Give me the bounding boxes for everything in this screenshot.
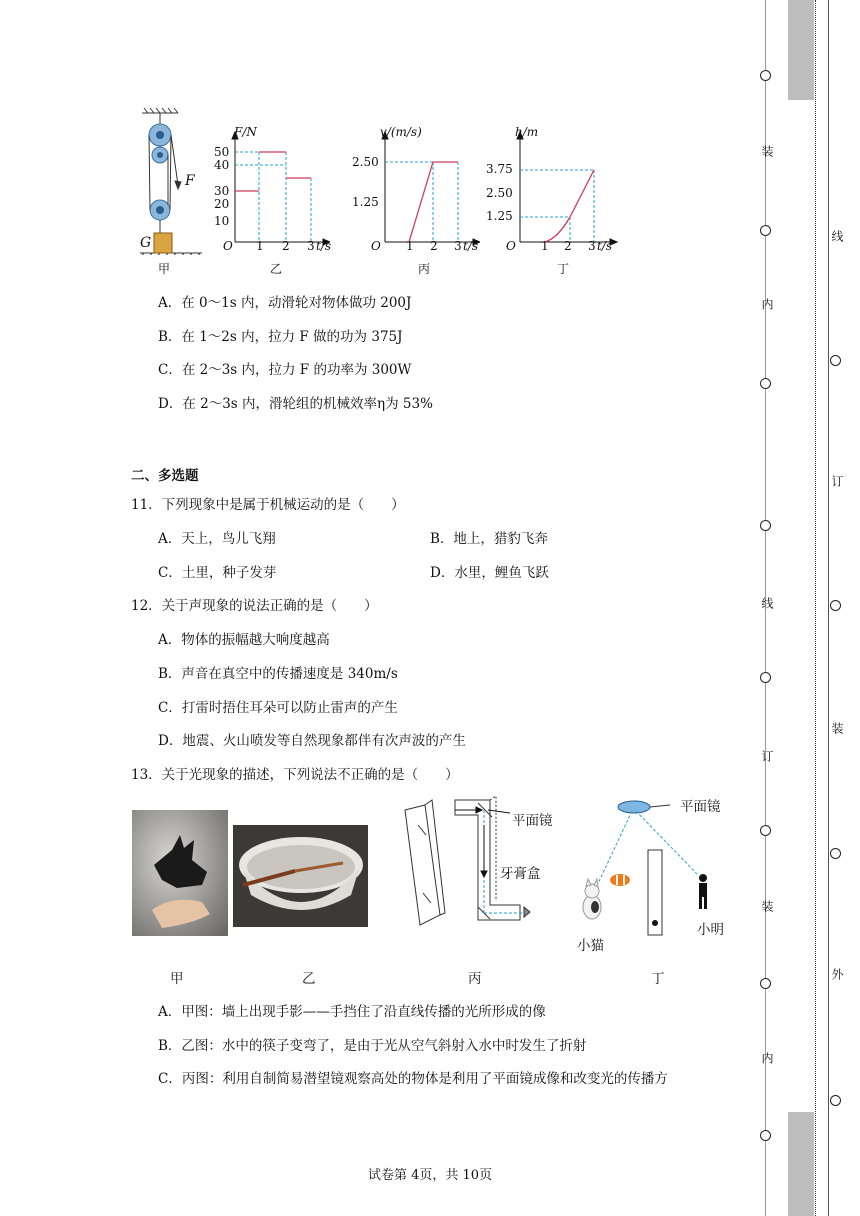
cat-label: 小猫 [577,938,604,954]
pulley-diagram [130,105,210,255]
q11-option: A．天上，鸟儿飞翔 [158,531,276,547]
q11-option: C．土里，种子发芽 [158,565,277,581]
chart-yi-xtick: 2 [282,239,290,253]
q12-option: A．物体的振幅越大响度越高 [158,632,330,648]
binding-inner-char: 内 [760,298,774,310]
chart-yi-origin: O [223,239,233,253]
load-label: G [140,235,152,251]
chart-velocity-time [360,130,480,255]
caption-jia: 甲 [158,262,171,276]
chart-ding-origin: O [506,239,516,253]
binding-outer-char: 装 [830,722,844,734]
chart-yi-ylabel: F/N [234,125,257,139]
binding-inner-char: 内 [760,1052,774,1064]
q11-option: D．水里，鲤鱼飞跃 [430,565,549,581]
chart-yi-xtick: 1 [256,239,264,253]
q10-option: C．在 2～3s 内，拉力 F 的功率为 300W [158,362,412,378]
q13-stem: 13．关于光现象的描述，下列说法不正确的是（ ） [131,767,459,783]
q13-caption-yi: 乙 [302,971,316,987]
page-footer: 试卷第 4页，共 10页 [368,1168,493,1183]
q12-stem: 12．关于声现象的说法正确的是（ ） [131,598,378,614]
q11-stem: 11．下列现象中是属于机械运动的是（ ） [131,497,405,513]
chart-bing-xtick: 3 [454,239,462,253]
q13-option: A．甲图：墙上出现手影——手挡住了沿直线传播的光所形成的像 [158,1004,546,1020]
chart-yi-ytick: 40 [214,158,230,172]
chart-ding-ytick: 2.50 [486,186,513,200]
q12-option: B．声音在真空中的传播速度是 340m/s [158,666,398,682]
chart-ding-ytick: 1.25 [486,209,513,223]
binding-margin [750,0,860,1216]
mirror-label: 平面镜 [680,799,721,815]
q13-option: C．丙图：利用自制简易潜望镜观察高处的物体是利用了平面镜成像和改变光的传播方 [158,1071,668,1087]
binding-outer-char: 订 [830,475,844,487]
chart-height-time [495,130,625,255]
q13-option: B．乙图：水中的筷子变弯了，是由于光从空气斜射入水中时发生了折射 [158,1038,587,1054]
q13-caption-bing: 丙 [468,971,482,987]
chart-bing-xtick: 1 [406,239,414,253]
chart-bing-xtick: 2 [430,239,438,253]
chart-bing-xlabel: t/s [463,239,479,253]
periscope-mirror-label: 平面镜 [512,813,553,829]
fish [610,874,630,886]
person-label: 小明 [697,922,724,938]
toothpaste-box-label: 牙膏盒 [500,866,541,882]
chart-ding-xtick: 1 [541,239,549,253]
chart-bing-ylabel: v/(m/s) [380,125,422,139]
binding-inner-char: 线 [760,597,774,609]
q10-option: D．在 2～3s 内，滑轮组的机械效率η为 53% [158,396,433,412]
bowl-chopsticks-photo [233,825,368,927]
chart-yi-ytick: 30 [214,184,230,198]
section-title: 二、多选题 [131,468,199,484]
q12-option: C．打雷时捂住耳朵可以防止雷声的产生 [158,700,398,716]
chart-yi-xlabel: t/s [316,239,332,253]
force-label: F [185,173,195,189]
chart-ding-xlabel: t/s [597,239,613,253]
q11-option: B．地上，猎豹飞奔 [430,531,548,547]
caption-bing: 丙 [418,262,431,276]
q10-option: A．在 0～1s 内，动滑轮对物体做功 200J [158,295,412,311]
chart-yi-ytick: 50 [214,145,230,159]
binding-outer-char: 外 [830,968,844,980]
chart-bing-ytick: 2.50 [352,155,379,169]
chart-ding-ytick: 3.75 [486,162,513,176]
caption-yi: 乙 [270,262,283,276]
chart-ding-xtick: 2 [564,239,572,253]
chart-ding-ylabel: h/m [515,125,539,139]
q13-caption-ding: 丁 [651,971,665,987]
chart-yi-ytick: 20 [214,197,230,211]
binding-inner-char: 订 [760,750,774,762]
chart-bing-origin: O [371,239,381,253]
binding-inner-char: 装 [760,145,774,157]
hand-shadow-photo [132,810,228,936]
chart-yi-xtick: 3 [307,239,315,253]
chart-bing-ytick: 1.25 [352,195,379,209]
q10-option: B．在 1～2s 内，拉力 F 做的功为 375J [158,329,403,345]
chart-ding-xtick: 3 [588,239,596,253]
q10-figure [130,105,630,275]
q13-figure [130,795,740,990]
q13-caption-jia: 甲 [170,971,184,987]
binding-outer-char: 线 [830,230,844,242]
q12-option: D．地震、火山喷发等自然现象都伴有次声波的产生 [158,733,466,749]
caption-ding: 丁 [557,262,570,276]
chart-yi-ytick: 10 [214,214,230,228]
binding-inner-char: 装 [760,900,774,912]
